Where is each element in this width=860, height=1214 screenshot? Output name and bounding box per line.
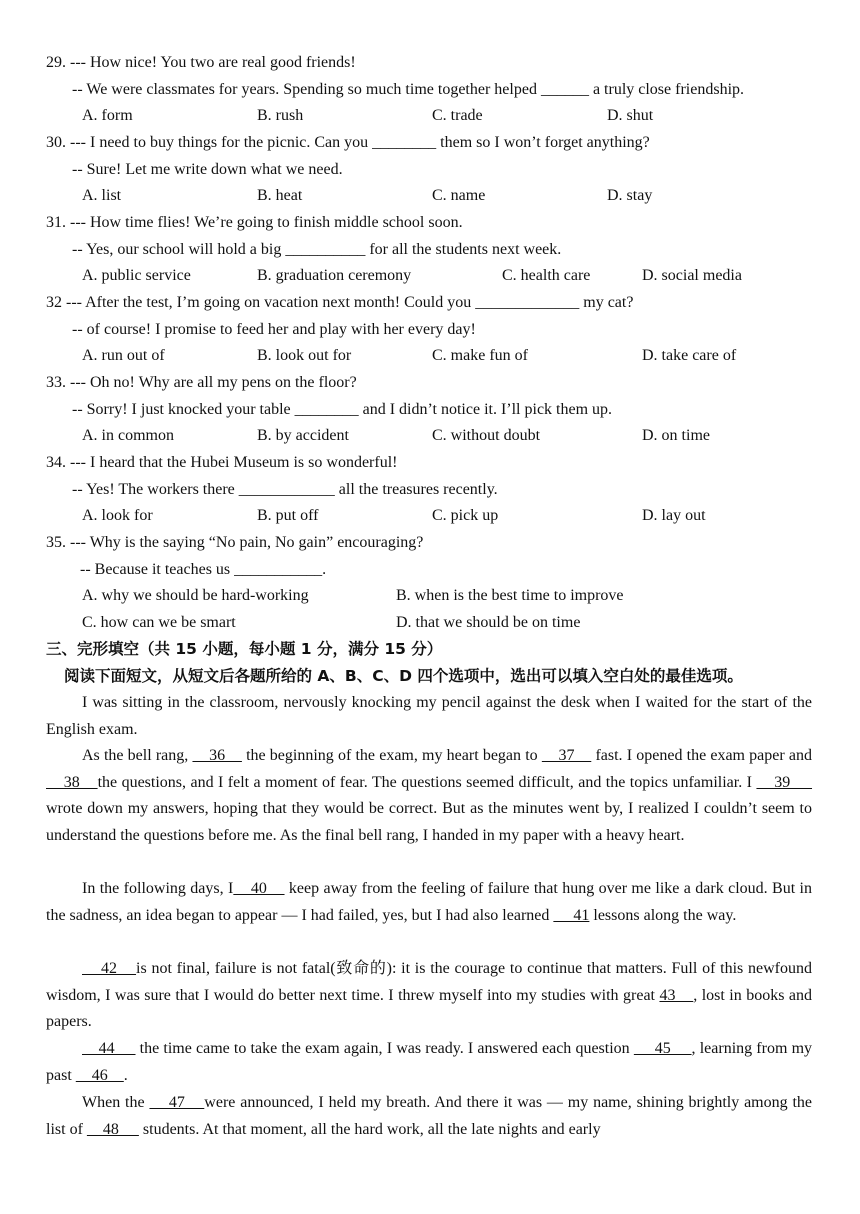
blank-38[interactable]: 38	[46, 773, 98, 791]
option-b[interactable]: B. by accident	[257, 427, 349, 445]
text: lessons along the way.	[589, 906, 737, 924]
question-32-options	[46, 343, 826, 370]
blank-42[interactable]: 42	[82, 960, 137, 977]
blank-36[interactable]: 36	[192, 747, 242, 764]
question-35	[46, 530, 826, 636]
option-d[interactable]: D. lay out	[642, 507, 706, 525]
question-30-reply: -- Sure! Let me write down what we need.	[72, 160, 343, 178]
blank-37[interactable]: 37	[541, 747, 592, 764]
text: , lost in books and papers.	[46, 986, 812, 1031]
blank-45[interactable]: 45	[633, 1040, 692, 1057]
text: .	[123, 1066, 128, 1084]
text: were announced, I held my breath. And there it was — my name, shining brightly among the list of	[46, 1094, 813, 1138]
text: As the bell rang,	[82, 747, 193, 764]
question-30	[46, 130, 826, 210]
text: the questions, and I felt a moment of fear. The questions seemed difficult, and the topics unfamiliar. I	[97, 773, 757, 791]
text: the beginning of the exam, my heart began to	[241, 747, 542, 764]
question-29-reply: -- We were classmates for years. Spending so much time together helped ______ a truly close friendship.	[72, 80, 745, 98]
blank-47[interactable]: 47	[149, 1094, 205, 1111]
option-a[interactable]: A. form	[82, 107, 133, 125]
question-33	[46, 370, 826, 450]
blank-44[interactable]: 44	[82, 1040, 136, 1057]
option-d[interactable]: D. that we should be on time	[396, 613, 581, 631]
text: the time came to take the exam again, I was ready. I answered each question	[135, 1040, 634, 1057]
question-32-prompt: 32 --- After the test, I’m going on vacation next month! Could you _____________ my cat?	[46, 294, 634, 311]
question-30-prompt: 30. --- I need to buy things for the picnic. Can you ________ them so I won’t forget anything?	[46, 134, 650, 151]
passage-paragraph-5	[46, 1036, 812, 1089]
text: is not final, failure is not fatal(致命的): it is the courage to continue that matters. Full of this newfound wisdom, I was sure that I would do better next time. I threw myself into my studies with great	[46, 960, 813, 1004]
option-b[interactable]: B. heat	[257, 187, 303, 205]
option-a[interactable]: A. run out of	[82, 347, 165, 365]
question-31-options	[46, 263, 826, 290]
option-c[interactable]: C. health care	[502, 267, 591, 285]
question-34-prompt: 34. --- I heard that the Hubei Museum is so wonderful!	[46, 454, 398, 471]
question-31-reply: -- Yes, our school will hold a big __________ for all the students next week.	[72, 240, 562, 258]
question-34	[46, 450, 826, 530]
option-b[interactable]: B. graduation ceremony	[257, 267, 412, 285]
cloze-section-header	[46, 636, 836, 689]
question-34-options	[46, 503, 826, 530]
passage-paragraph-4	[46, 956, 812, 1036]
passage-paragraph-2	[46, 743, 812, 849]
option-c[interactable]: C. without doubt	[432, 427, 541, 445]
option-c[interactable]: C. make fun of	[432, 347, 528, 365]
option-d[interactable]: D. shut	[607, 107, 654, 125]
text: fast. I opened the exam paper and	[591, 747, 812, 764]
option-c[interactable]: C. trade	[432, 107, 483, 125]
option-d[interactable]: D. on time	[642, 427, 710, 445]
question-33-reply: -- Sorry! I just knocked your table ________ and I didn’t notice it. I’ll pick them up.	[72, 400, 613, 418]
option-d[interactable]: D. take care of	[642, 347, 737, 365]
question-29	[46, 50, 826, 130]
passage-paragraph-1: I was sitting in the classroom, nervously knocking my pencil against the desk when I waited for the start of the English exam.	[46, 694, 812, 738]
option-c[interactable]: C. how can we be smart	[82, 613, 236, 631]
question-31-prompt: 31. --- How time flies! We’re going to finish middle school soon.	[46, 214, 463, 231]
option-a[interactable]: A. public service	[82, 267, 191, 285]
text: , learning from my past	[46, 1040, 813, 1084]
section-title: 三、完形填空（共 15 小题，每小题 1 分，满分 15 分）	[46, 640, 443, 658]
question-32	[46, 290, 826, 370]
option-a[interactable]: A. list	[82, 187, 122, 205]
question-35-reply: -- Because it teaches us ___________.	[80, 560, 327, 578]
blank-40[interactable]: 40	[233, 880, 285, 897]
passage-paragraph-6	[46, 1090, 812, 1143]
option-b[interactable]: B. look out for	[257, 347, 352, 365]
question-30-options	[46, 183, 826, 210]
blank-43[interactable]: 43	[659, 986, 694, 1004]
text: students. At that moment, all the hard work, all the late nights and early	[138, 1120, 601, 1138]
blank-41[interactable]: 41	[553, 906, 590, 924]
option-a[interactable]: A. in common	[82, 427, 174, 445]
blank-46[interactable]: 46	[75, 1066, 124, 1084]
text: In the following days, I	[82, 880, 234, 897]
question-35-options-row1	[46, 583, 826, 610]
blank-39[interactable]: 39	[756, 773, 813, 791]
option-a[interactable]: A. why we should be hard-working	[82, 587, 309, 605]
question-32-reply: -- of course! I promise to feed her and play with her every day!	[72, 320, 476, 338]
option-d[interactable]: D. stay	[607, 187, 653, 205]
option-b[interactable]: B. rush	[257, 107, 304, 125]
question-29-options	[46, 103, 826, 130]
option-d[interactable]: D. social media	[642, 267, 742, 285]
option-c[interactable]: C. pick up	[432, 507, 499, 525]
text: keep away from the feeling of failure that hung over me like a dark cloud. But in the sadness, an idea began to appear — I had failed, yes, but I had also learned	[46, 880, 813, 924]
option-b[interactable]: B. put off	[257, 507, 319, 525]
option-c[interactable]: C. name	[432, 187, 486, 205]
text: wrote down my answers, hoping that they would be correct. But as the minutes went by, I realized I couldn’t seem to understand the questions before me. As the final bell rang, I handed in my paper with a heavy heart.	[46, 800, 812, 844]
question-29-prompt: 29. --- How nice! You two are real good friends!	[46, 54, 356, 71]
question-31	[46, 210, 826, 290]
question-34-reply: -- Yes! The workers there ____________ all the treasures recently.	[72, 480, 498, 498]
question-33-prompt: 33. --- Oh no! Why are all my pens on the floor?	[46, 374, 357, 391]
question-33-options	[46, 423, 826, 450]
passage-paragraph-3	[46, 876, 812, 929]
text: When the	[82, 1094, 150, 1111]
blank-48[interactable]: 48	[86, 1120, 139, 1138]
option-b[interactable]: B. when is the best time to improve	[396, 587, 624, 605]
question-35-prompt: 35. --- Why is the saying “No pain, No gain” encouraging?	[46, 534, 424, 551]
section-instruction: 阅读下面短文，从短文后各题所给的 A、B、C、D 四个选项中，选出可以填入空白处的最佳选项。	[64, 666, 743, 685]
option-a[interactable]: A. look for	[82, 507, 153, 525]
question-35-options-row2	[46, 610, 826, 637]
